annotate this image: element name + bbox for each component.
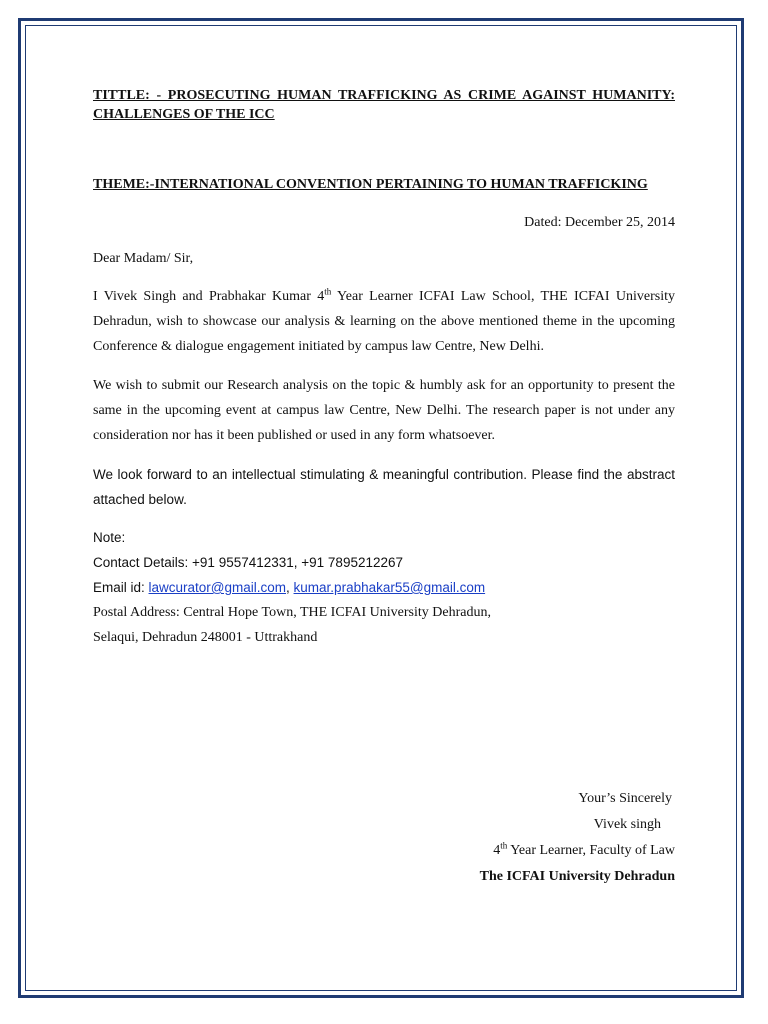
intro-ordinal-suffix: th — [324, 286, 332, 297]
email-line — [93, 575, 675, 600]
intro-text-start: I Vivek Singh and Prabhakar Kumar 4 — [93, 289, 325, 304]
contact-details: Contact Details: +91 9557412331, +91 7895212267 — [93, 555, 404, 570]
intro-text-end: Year Learner ICFAI Law School, THE ICFAI University Dehradun, wish to showcase our analysis & learning on the above mentioned theme in the upcoming Conference & dialogue engagement initiated by campus law Centre, New Delhi. — [93, 289, 675, 354]
role-number: 4 — [493, 843, 501, 858]
postal-address-line-1: Postal Address: Central Hope Town, THE ICFAI University Dehradun, — [93, 605, 491, 620]
role-ordinal-suffix: th — [500, 840, 508, 851]
signature-university: The ICFAI University Dehradun — [479, 869, 675, 884]
email-link-prabhakar[interactable]: kumar.prabhakar55@gmail.com — [293, 580, 486, 595]
paragraph-closing: We look forward to an intellectual stimulating & meaningful contribution. Please find the abstract attached below. — [93, 467, 675, 507]
signature-role — [480, 838, 675, 864]
letter-date: Dated: December 25, 2014 — [524, 215, 675, 230]
email-link-lawcurator[interactable]: lawcurator@gmail.com — [148, 580, 287, 595]
paragraph-submission: We wish to submit our Research analysis on the topic & humbly ask for an opportunity to present the same in the upcoming event at campus law Centre, New Delhi. The research paper is not under any consideration nor has it been published or used in any form whatsoever. — [93, 378, 675, 443]
email-separator: , — [286, 580, 294, 595]
signature-closing: Your’s Sincerely — [578, 791, 672, 806]
signature-name: Vivek singh — [593, 817, 661, 832]
role-text: Year Learner, Faculty of Law — [507, 843, 675, 858]
email-label: Email id: — [93, 580, 149, 595]
document-theme: THEME:-INTERNATIONAL CONVENTION PERTAINING TO HUMAN TRAFFICKING — [93, 177, 648, 192]
signature-block — [480, 786, 675, 890]
note-label: Note: — [93, 530, 126, 545]
salutation: Dear Madam/ Sir, — [93, 251, 194, 266]
paragraph-introduction — [93, 284, 675, 359]
postal-address-line-2: Selaqui, Dehradun 248001 - Uttrakhand — [93, 630, 318, 645]
contact-note — [93, 525, 675, 650]
letter-body — [93, 86, 675, 650]
document-title: TITTLE: - PROSECUTING HUMAN TRAFFICKING AS CRIME AGAINST HUMANITY: CHALLENGES OF THE ICC — [93, 88, 675, 122]
